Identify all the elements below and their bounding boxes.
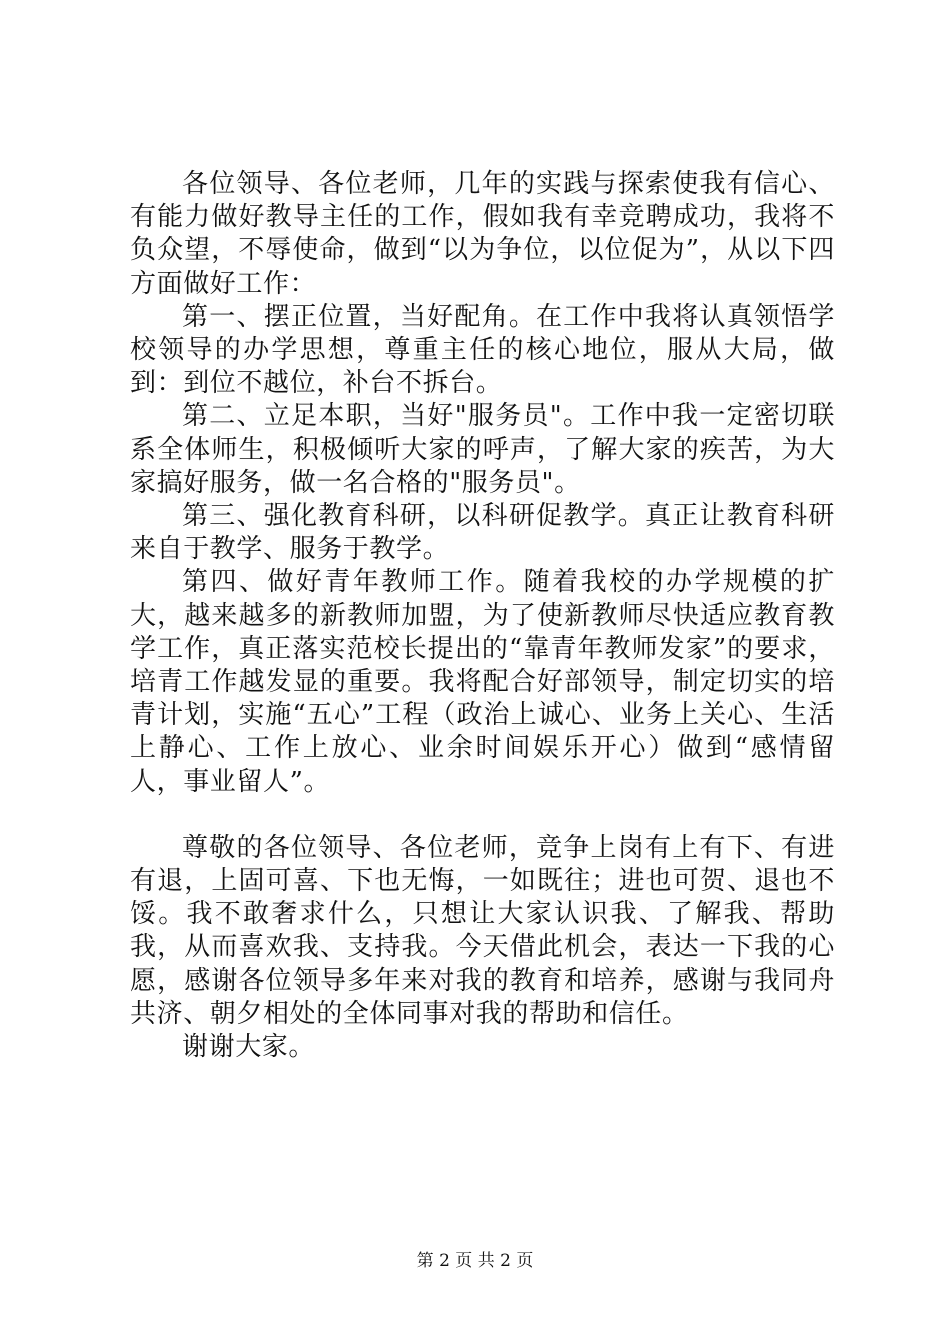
paragraph-point-4: 第四、做好青年教师工作。随着我校的办学规模的扩大，越来越多的新教师加盟，为了使新教师尽快适应教育教学工作，真正落实范校长提出的“靠青年教师发家”的要求，培青工作越发显的重要。我将配合好部领导，制定切实的培青计划，实施“五心”工程（政治上诚心、业务上关心、生活上静心、工作上放心、业余时间娱乐开心）做到“感情留人，事业留人”。 (130, 567, 835, 797)
paragraph-point-1: 第一、摆正位置，当好配角。在工作中我将认真领悟学校领导的办学思想，尊重主任的核心地位，服从大局，做到：到位不越位，补台不拆台。 (130, 301, 835, 399)
paragraph-point-3: 第三、强化教育科研，以科研促教学。真正让教育科研来自于教学、服务于教学。 (130, 501, 835, 565)
paragraph-thanks: 谢谢大家。 (182, 1032, 316, 1063)
document-body (130, 168, 835, 1064)
paragraph-point-2: 第二、立足本职，当好"服务员"。工作中我一定密切联系全体师生，积极倾听大家的呼声，了解大家的疾苦，为大家搞好服务，做一名合格的"服务员"。 (130, 401, 835, 498)
paragraph-intro: 各位领导、各位老师，几年的实践与探索使我有信心、有能力做好教导主任的工作，假如我有幸竞聘成功，我将不负众望，不辱使命，做到“以为争位，以位促为”，从以下四方面做好工作： (130, 169, 835, 299)
page-number-label: 第 2 页 共 2 页 (416, 1251, 534, 1271)
page-footer (0, 1246, 950, 1271)
paragraph-closing: 尊敬的各位领导、各位老师，竞争上岗有上有下、有进有退，上固可喜、下也无悔，一如既往；进也可贺、退也不馁。我不敢奢求什么，只想让大家认识我、了解我、帮助我，从而喜欢我、支持我。今天借此机会，表达一下我的心愿，感谢各位领导多年来对我的教育和培养，感谢与我同舟共济、朝夕相处的全体同事对我的帮助和信任。 (130, 832, 835, 1029)
